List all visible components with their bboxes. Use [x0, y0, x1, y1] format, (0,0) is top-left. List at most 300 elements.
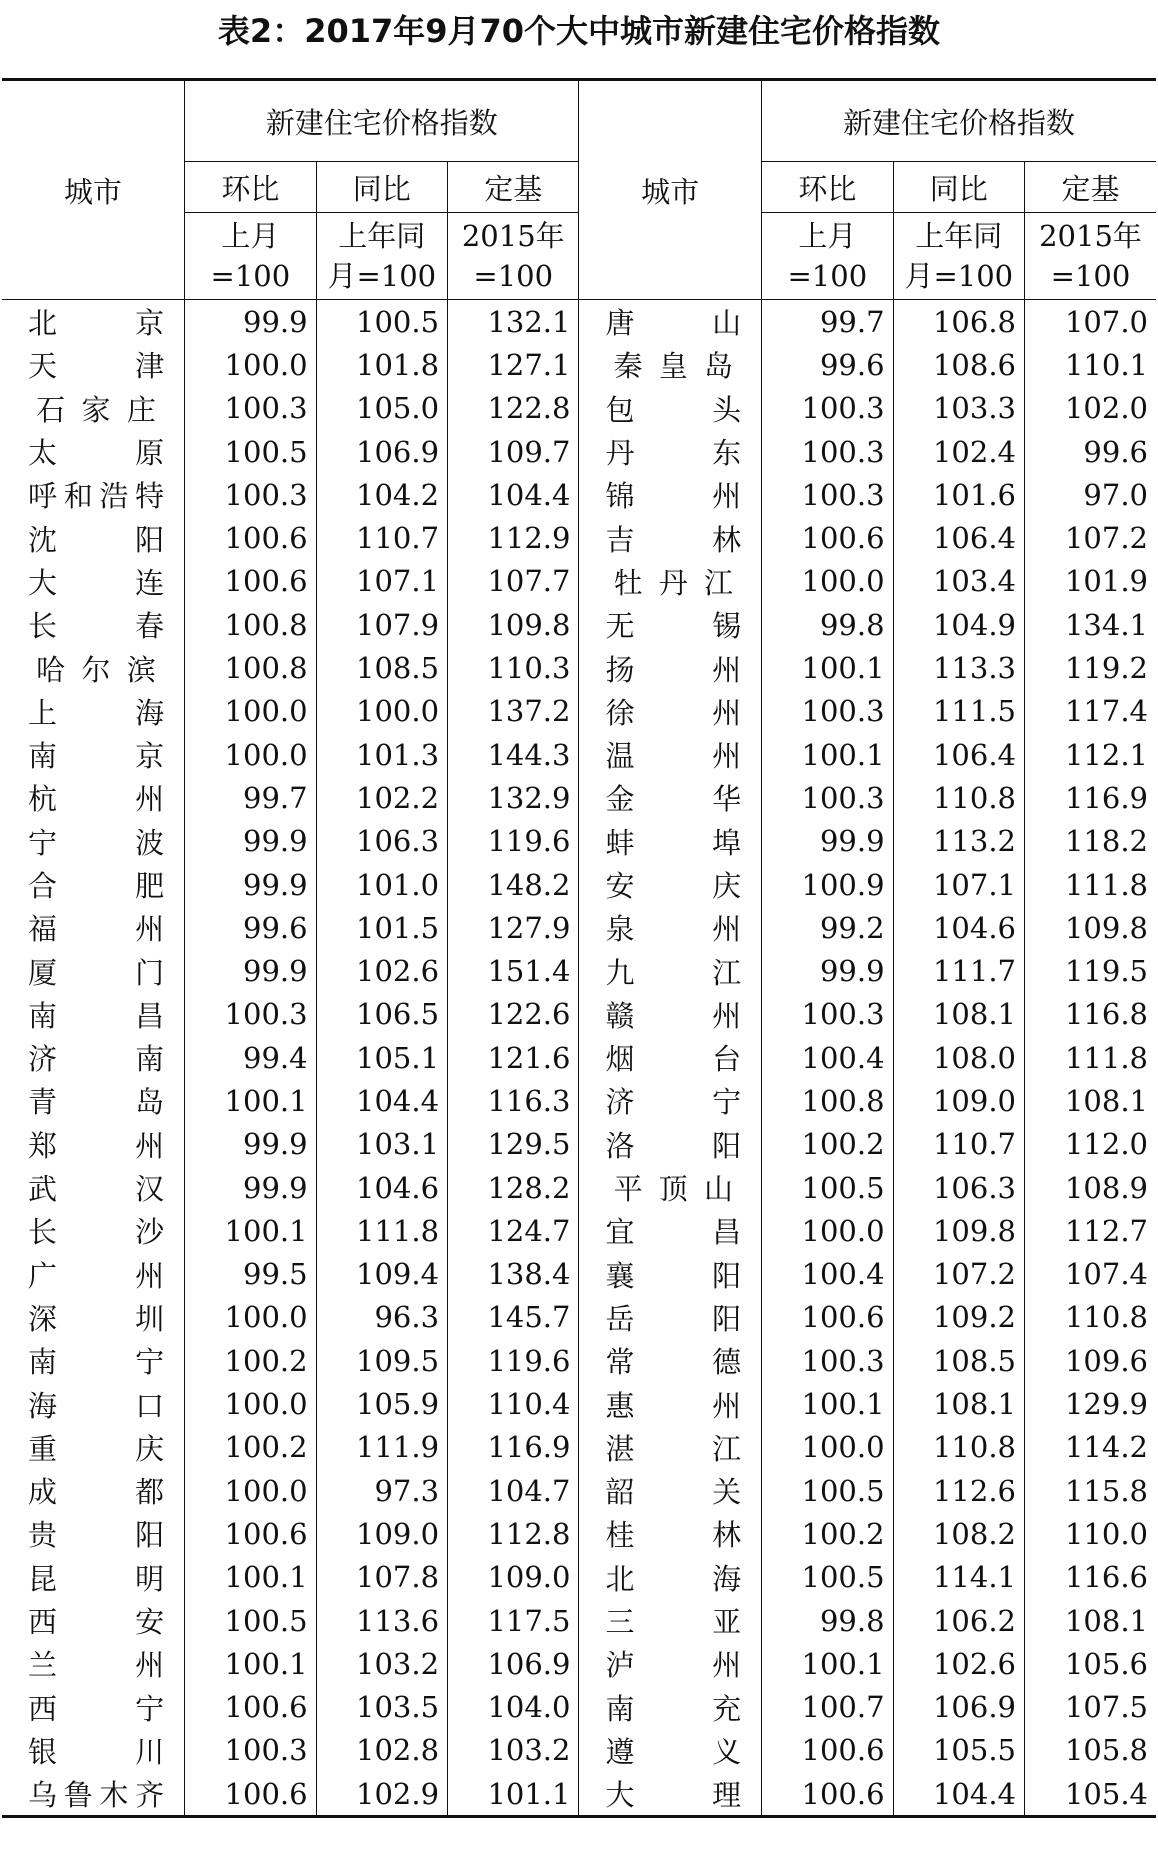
- yoy-value: 107.8: [316, 1556, 447, 1599]
- fixed-value: 127.1: [448, 343, 579, 386]
- fixed-value: 119.5: [1064, 954, 1148, 989]
- table-row: [2, 1123, 1156, 1166]
- mom-value: 100.3: [185, 1729, 316, 1772]
- yoy-value: 109.2: [893, 1296, 1024, 1339]
- table-row: [2, 1556, 1156, 1599]
- yoy-value: 105.1: [316, 1036, 447, 1079]
- city-cell: [2, 690, 185, 733]
- mom-value: 100.6: [762, 1772, 893, 1817]
- yoy-value: 110.8: [893, 776, 1024, 819]
- yoy-value: 108.1: [893, 993, 1024, 1036]
- city-name: 合 肥: [28, 869, 165, 903]
- yoy-value: 97.3: [316, 1469, 447, 1512]
- fixed-value: 116.9: [448, 1426, 579, 1469]
- mom-value: 99.6: [762, 343, 893, 386]
- table-row: [2, 343, 1156, 386]
- city-header-right: 城市: [579, 80, 762, 300]
- city-cell: [579, 1036, 762, 1079]
- yoy-value: 111.7: [893, 949, 1024, 992]
- mom-value: 100.1: [185, 1642, 316, 1685]
- city-name: 韶 关: [605, 1475, 742, 1510]
- mom-base-right: 上月 =100: [762, 213, 893, 300]
- fixed-header-left: 定基: [448, 162, 579, 213]
- fixed-value: 110.3: [448, 646, 579, 689]
- fixed-base-left: 2015年 =100: [448, 213, 579, 300]
- yoy-value: 101.3: [316, 733, 447, 776]
- city-name: 北 京: [28, 306, 165, 341]
- yoy-value: 108.6: [893, 343, 1024, 386]
- yoy-value: 108.0: [893, 1036, 1024, 1079]
- city-cell: [2, 1382, 185, 1425]
- city-name: 南 充: [605, 1691, 742, 1726]
- yoy-value: 112.6: [893, 1469, 1024, 1512]
- city-cell: [579, 560, 762, 603]
- city-name: 九 江: [605, 955, 742, 990]
- yoy-value: 104.6: [893, 906, 1024, 949]
- table-body: [2, 300, 1156, 1817]
- fixed-value: 101.9: [1064, 564, 1148, 599]
- yoy-value: 107.1: [316, 560, 447, 603]
- city-name: 西 安: [28, 1605, 165, 1640]
- city-cell: [579, 1512, 762, 1555]
- city-cell: [2, 863, 185, 906]
- fixed-value: 148.2: [448, 863, 579, 906]
- table-title: 表2：2017年9月70个大中城市新建住宅价格指数: [217, 12, 941, 50]
- mom-value: 100.2: [185, 1426, 316, 1469]
- city-name: 太 原: [28, 436, 165, 471]
- mom-value: 100.5: [762, 1166, 893, 1209]
- fixed-value: 110.1: [1064, 347, 1148, 382]
- fixed-value: 151.4: [448, 949, 579, 992]
- fixed-value: 117.5: [448, 1599, 579, 1642]
- table-row: [2, 1166, 1156, 1209]
- city-name: 锦 州: [605, 479, 742, 514]
- city-cell: [579, 1382, 762, 1425]
- mom-value: 99.8: [762, 603, 893, 646]
- city-cell: [579, 1686, 762, 1729]
- city-cell: [579, 690, 762, 733]
- city-cell: [2, 473, 185, 516]
- city-name: 桂 林: [605, 1518, 742, 1553]
- fixed-value: 112.1: [1064, 737, 1148, 772]
- yoy-value: 102.4: [893, 430, 1024, 473]
- fixed-value: 127.9: [448, 906, 579, 949]
- city-name: 长 沙: [28, 1215, 165, 1250]
- city-cell: [579, 646, 762, 689]
- city-name: 烟 台: [605, 1042, 742, 1077]
- table-row: [2, 1642, 1156, 1685]
- city-name: 湛 江: [605, 1431, 742, 1466]
- mom-value: 99.6: [185, 906, 316, 949]
- city-cell: [2, 949, 185, 992]
- city-name: 蚌 埠: [605, 825, 742, 860]
- yoy-value: 110.7: [893, 1123, 1024, 1166]
- city-cell: [2, 1166, 185, 1209]
- mom-value: 100.0: [185, 1469, 316, 1512]
- city-name: 上 海: [28, 695, 165, 730]
- mom-value: 100.5: [762, 1469, 893, 1512]
- mom-value: 100.6: [762, 516, 893, 559]
- fixed-value: 107.5: [1064, 1690, 1148, 1725]
- city-cell: [2, 993, 185, 1036]
- city-name: 扬 州: [605, 652, 742, 687]
- city-name: 襄 阳: [605, 1258, 742, 1293]
- city-name: 宁 波: [28, 825, 165, 860]
- fixed-value: 138.4: [448, 1253, 579, 1296]
- yoy-value: 107.1: [893, 863, 1024, 906]
- city-name: 三 亚: [605, 1605, 742, 1640]
- mom-value: 100.1: [762, 646, 893, 689]
- city-name: 武 汉: [28, 1172, 165, 1207]
- city-name: 成 都: [28, 1475, 165, 1510]
- city-name: 遵 义: [605, 1734, 742, 1769]
- fixed-base-right: 2015年 =100: [1025, 213, 1156, 300]
- city-cell: [2, 646, 185, 689]
- city-cell: [579, 387, 762, 430]
- yoy-value: 109.8: [893, 1209, 1024, 1252]
- mom-value: 100.0: [185, 733, 316, 776]
- mom-value: 99.2: [762, 906, 893, 949]
- city-name: 南 京: [28, 739, 165, 774]
- city-cell: [2, 1642, 185, 1685]
- yoy-value: 109.5: [316, 1339, 447, 1382]
- yoy-value: 105.0: [316, 387, 447, 430]
- yoy-value: 109.0: [893, 1079, 1024, 1122]
- yoy-header-left: 同比: [316, 162, 447, 213]
- city-name: 南 昌: [28, 998, 165, 1033]
- fixed-value: 111.8: [1064, 867, 1148, 902]
- yoy-value: 102.6: [893, 1642, 1024, 1685]
- table-row: [2, 1426, 1156, 1469]
- yoy-value: 114.1: [893, 1556, 1024, 1599]
- fixed-value: 116.8: [1064, 997, 1148, 1032]
- table-row: [2, 430, 1156, 473]
- yoy-value: 101.0: [316, 863, 447, 906]
- table-row: [2, 603, 1156, 646]
- city-cell: [2, 776, 185, 819]
- table-row: [2, 949, 1156, 992]
- mom-value: 100.0: [185, 343, 316, 386]
- table-row: [2, 820, 1156, 863]
- city-cell: [2, 1512, 185, 1555]
- city-name: 泸 州: [605, 1648, 742, 1683]
- yoy-base-left: 上年同 月=100: [316, 213, 447, 300]
- city-cell: [579, 1556, 762, 1599]
- mom-value: 99.9: [185, 300, 316, 344]
- fixed-value: 117.4: [1064, 694, 1148, 729]
- fixed-value: 104.7: [448, 1469, 579, 1512]
- yoy-value: 102.2: [316, 776, 447, 819]
- table-row: [2, 1382, 1156, 1425]
- city-name: 大 连: [28, 565, 165, 600]
- city-cell: [2, 1556, 185, 1599]
- mom-value: 100.1: [185, 1079, 316, 1122]
- city-name: 沈 阳: [28, 522, 165, 557]
- city-name: 呼 和 浩 特: [28, 479, 165, 514]
- fixed-value: 105.8: [1064, 1733, 1148, 1768]
- fixed-value: 107.7: [448, 560, 579, 603]
- fixed-value: 108.9: [1064, 1170, 1148, 1205]
- table-row: [2, 1253, 1156, 1296]
- city-cell: [2, 387, 185, 430]
- city-name: 杭 州: [28, 782, 165, 817]
- city-name: 海 口: [28, 1388, 165, 1423]
- mom-value: 100.3: [762, 473, 893, 516]
- yoy-value: 108.5: [316, 646, 447, 689]
- city-cell: [2, 603, 185, 646]
- city-name: 秦 皇 岛: [613, 349, 733, 384]
- city-name: 赣 州: [605, 998, 742, 1033]
- city-cell: [2, 516, 185, 559]
- mom-value: 100.3: [185, 473, 316, 516]
- mom-value: 100.6: [762, 1729, 893, 1772]
- mom-value: 100.6: [185, 516, 316, 559]
- fixed-value: 106.9: [448, 1642, 579, 1685]
- fixed-value: 129.5: [448, 1123, 579, 1166]
- yoy-value: 105.5: [893, 1729, 1024, 1772]
- city-cell: [2, 733, 185, 776]
- city-name: 无 锡: [605, 609, 742, 644]
- city-name: 徐 州: [605, 695, 742, 730]
- mom-value: 99.9: [185, 949, 316, 992]
- price-index-table: [2, 78, 1156, 1818]
- table-row: [2, 1036, 1156, 1079]
- table-row: [2, 863, 1156, 906]
- fixed-value: 112.8: [448, 1512, 579, 1555]
- yoy-value: 104.2: [316, 473, 447, 516]
- city-name: 济 南: [28, 1042, 165, 1077]
- city-cell: [579, 1123, 762, 1166]
- table-row: [2, 1512, 1156, 1555]
- city-name: 唐 山: [605, 306, 742, 341]
- city-cell: [579, 949, 762, 992]
- mom-value: 100.1: [762, 1642, 893, 1685]
- table-row: [2, 300, 1156, 344]
- yoy-value: 103.5: [316, 1686, 447, 1729]
- yoy-value: 108.2: [893, 1512, 1024, 1555]
- table-row: [2, 387, 1156, 430]
- yoy-base-right: 上年同 月=100: [893, 213, 1024, 300]
- yoy-value: 106.4: [893, 516, 1024, 559]
- yoy-value: 109.4: [316, 1253, 447, 1296]
- mom-value: 100.1: [185, 1209, 316, 1252]
- mom-value: 100.5: [762, 1556, 893, 1599]
- table-row: [2, 1686, 1156, 1729]
- mom-value: 99.5: [185, 1253, 316, 1296]
- yoy-value: 113.2: [893, 820, 1024, 863]
- city-cell: [2, 1253, 185, 1296]
- fixed-value: 107.4: [1064, 1257, 1148, 1292]
- fixed-header-right: 定基: [1025, 162, 1156, 213]
- city-name: 金 华: [605, 782, 742, 817]
- mom-value: 100.3: [762, 430, 893, 473]
- mom-value: 100.6: [762, 1296, 893, 1339]
- city-name: 乌 鲁 木 齐: [28, 1778, 165, 1813]
- yoy-value: 103.2: [316, 1642, 447, 1685]
- mom-value: 100.2: [762, 1123, 893, 1166]
- city-cell: [2, 1686, 185, 1729]
- city-cell: [579, 343, 762, 386]
- city-cell: [2, 1599, 185, 1642]
- city-cell: [579, 516, 762, 559]
- city-cell: [579, 1729, 762, 1772]
- yoy-value: 107.9: [316, 603, 447, 646]
- fixed-value: 115.8: [1064, 1473, 1148, 1508]
- mom-value: 100.0: [762, 560, 893, 603]
- mom-value: 100.0: [762, 1209, 893, 1252]
- city-name: 包 头: [605, 392, 742, 427]
- fixed-value: 112.0: [1064, 1127, 1148, 1162]
- city-name: 天 津: [28, 349, 165, 384]
- yoy-value: 103.1: [316, 1123, 447, 1166]
- yoy-value: 104.6: [316, 1166, 447, 1209]
- city-cell: [2, 560, 185, 603]
- fixed-value: 118.2: [1064, 824, 1148, 859]
- fixed-value: 109.0: [448, 1556, 579, 1599]
- fixed-value: 101.1: [448, 1772, 579, 1817]
- city-name: 贵 阳: [28, 1518, 165, 1553]
- fixed-value: 99.6: [1083, 434, 1148, 469]
- table-row: [2, 993, 1156, 1036]
- mom-value: 100.5: [185, 1599, 316, 1642]
- fixed-value: 104.4: [448, 473, 579, 516]
- table-row: [2, 473, 1156, 516]
- mom-value: 100.0: [185, 1382, 316, 1425]
- city-cell: [579, 300, 762, 344]
- yoy-value: 104.9: [893, 603, 1024, 646]
- yoy-value: 101.5: [316, 906, 447, 949]
- mom-value: 99.7: [185, 776, 316, 819]
- city-cell: [2, 1729, 185, 1772]
- city-name: 大 理: [605, 1778, 742, 1813]
- table-row: [2, 1772, 1156, 1817]
- mom-value: 100.0: [185, 690, 316, 733]
- yoy-value: 109.0: [316, 1512, 447, 1555]
- city-cell: [2, 1772, 185, 1817]
- city-cell: [579, 1469, 762, 1512]
- fixed-value: 122.6: [448, 993, 579, 1036]
- city-name: 吉 林: [605, 522, 742, 557]
- fixed-value: 121.6: [448, 1036, 579, 1079]
- city-cell: [579, 1166, 762, 1209]
- city-cell: [579, 473, 762, 516]
- table-row: [2, 516, 1156, 559]
- fixed-value: 108.1: [1064, 1083, 1148, 1118]
- fixed-value: 112.9: [448, 516, 579, 559]
- mom-value: 100.5: [185, 430, 316, 473]
- city-name: 郑 州: [28, 1128, 165, 1163]
- city-cell: [579, 906, 762, 949]
- city-name: 重 庆: [28, 1431, 165, 1466]
- fixed-value: 132.1: [448, 300, 579, 344]
- yoy-value: 106.3: [893, 1166, 1024, 1209]
- yoy-value: 106.5: [316, 993, 447, 1036]
- yoy-value: 106.9: [893, 1686, 1024, 1729]
- city-cell: [2, 906, 185, 949]
- table-row: [2, 646, 1156, 689]
- city-cell: [579, 1599, 762, 1642]
- mom-base-left: 上月 =100: [185, 213, 316, 300]
- fixed-value: 119.6: [448, 820, 579, 863]
- city-name: 北 海: [605, 1561, 742, 1596]
- city-cell: [2, 1123, 185, 1166]
- yoy-value: 110.8: [893, 1426, 1024, 1469]
- yoy-value: 100.5: [316, 300, 447, 344]
- city-cell: [579, 1079, 762, 1122]
- city-name: 泉 州: [605, 912, 742, 947]
- city-name: 长 春: [28, 609, 165, 644]
- city-cell: [2, 300, 185, 344]
- mom-value: 99.9: [185, 863, 316, 906]
- fixed-value: 110.0: [1064, 1516, 1148, 1551]
- city-cell: [579, 1426, 762, 1469]
- city-name: 深 圳: [28, 1301, 165, 1336]
- fixed-value: 137.2: [448, 690, 579, 733]
- city-cell: [2, 1209, 185, 1252]
- city-cell: [2, 430, 185, 473]
- mom-value: 100.1: [185, 1556, 316, 1599]
- mom-value: 99.9: [762, 820, 893, 863]
- mom-value: 100.3: [762, 776, 893, 819]
- mom-value: 100.3: [762, 1339, 893, 1382]
- city-name: 丹 东: [605, 436, 742, 471]
- mom-value: 100.3: [762, 387, 893, 430]
- yoy-value: 108.1: [893, 1382, 1024, 1425]
- city-name: 南 宁: [28, 1345, 165, 1380]
- city-cell: [579, 863, 762, 906]
- table-row: [2, 1209, 1156, 1252]
- city-cell: [2, 1296, 185, 1339]
- city-cell: [2, 1079, 185, 1122]
- mom-value: 100.3: [762, 690, 893, 733]
- fixed-value: 128.2: [448, 1166, 579, 1209]
- table-row: [2, 560, 1156, 603]
- mom-value: 100.6: [185, 1512, 316, 1555]
- city-cell: [2, 820, 185, 863]
- city-name: 厦 门: [28, 955, 165, 990]
- yoy-value: 104.4: [893, 1772, 1024, 1817]
- yoy-value: 106.4: [893, 733, 1024, 776]
- mom-value: 99.9: [185, 1123, 316, 1166]
- yoy-value: 104.4: [316, 1079, 447, 1122]
- city-cell: [2, 1036, 185, 1079]
- city-cell: [579, 603, 762, 646]
- mom-header-left: 环比: [185, 162, 316, 213]
- city-name: 银 川: [28, 1734, 165, 1769]
- mom-value: 100.0: [185, 1296, 316, 1339]
- yoy-value: 106.3: [316, 820, 447, 863]
- yoy-value: 102.8: [316, 1729, 447, 1772]
- table-row: [2, 733, 1156, 776]
- yoy-header-right: 同比: [893, 162, 1024, 213]
- city-cell: [2, 1426, 185, 1469]
- fixed-value: 105.4: [1064, 1776, 1148, 1811]
- fixed-value: 109.6: [1064, 1343, 1148, 1378]
- city-name: 福 州: [28, 912, 165, 947]
- table-row: [2, 1296, 1156, 1339]
- city-name: 安 庆: [605, 869, 742, 903]
- city-header-left: 城市: [2, 80, 185, 300]
- fixed-value: 107.0: [1064, 304, 1148, 339]
- city-name: 昆 明: [28, 1561, 165, 1596]
- table-row: [2, 1729, 1156, 1772]
- table-row: [2, 1469, 1156, 1512]
- table-row: [2, 776, 1156, 819]
- yoy-value: 113.3: [893, 646, 1024, 689]
- mom-value: 100.8: [762, 1079, 893, 1122]
- mom-value: 100.2: [762, 1512, 893, 1555]
- fixed-value: 97.0: [1083, 477, 1148, 512]
